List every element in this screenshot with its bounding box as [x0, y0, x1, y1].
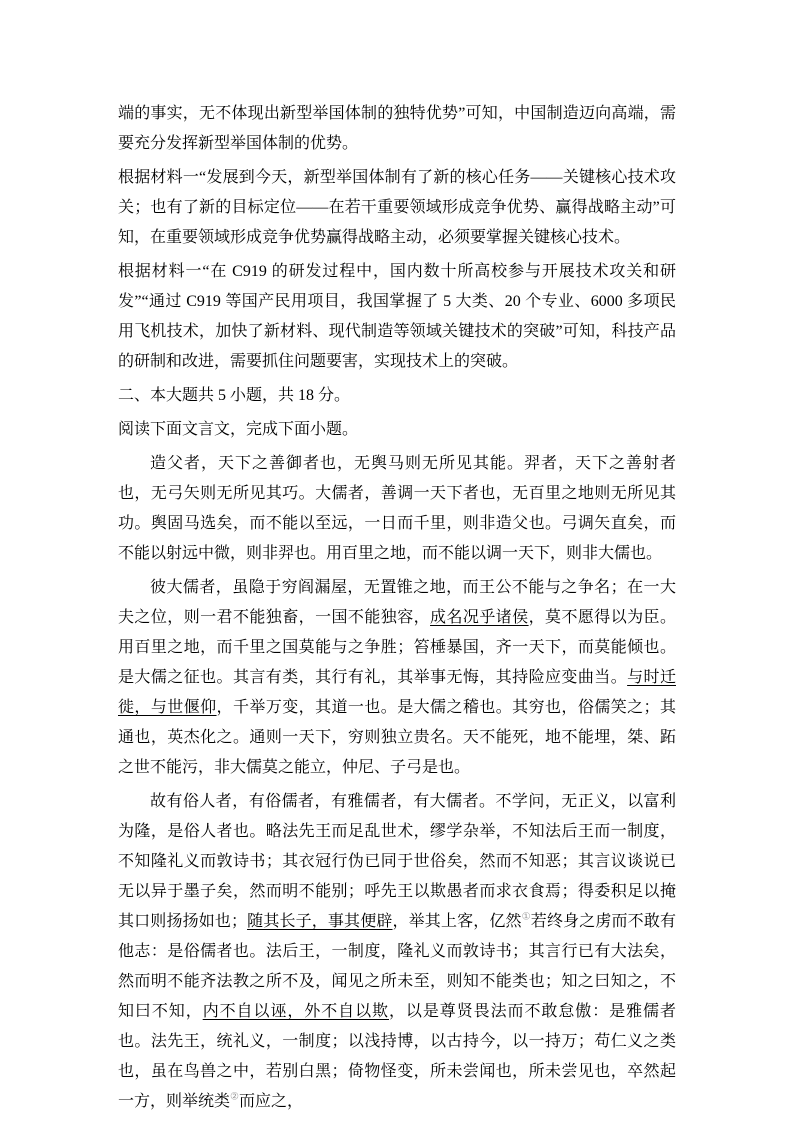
answer-paragraph-material-one-b	[118, 163, 676, 253]
text-run: ，莫不愿得以为臣。用百里之地，而千里之国莫能与之争胜；笞棰暴国，齐一天下，而莫能倾也。是大儒之征也。其言有类，其行有礼，其举事无悔，其持险应变曲当。	[118, 609, 676, 686]
answer-paragraph-material-one-a	[118, 99, 676, 159]
text-run: 根据材料一“在 C919 的研发过程中，国内数十所高校参与开展技术攻关和研发”“通过 C919 等国产民用项目，我国掌握了 5 大类、20 个专业、6000 多项民用飞机技术，加快了新材料、现代制造等领域关键技术的突破”可知，科技产品的研制和改进，需要抓住问题要害，实现技术上的突破。	[118, 263, 676, 370]
classical-text-paragraph-1	[118, 449, 676, 569]
text-run: 端的事实，无不体现出新型举国体制的独特优势”可知，中国制造迈向高端，需要充分发挥新型举国体制的优势。	[118, 105, 676, 152]
text-run: ，千举万变，其道一也。是大儒之稽也。其穷也，俗儒笑之；其通也，英杰化之。通则一天下，穷则独立贵名。天不能死，地不能埋，桀、跖之世不能污，非大儒莫之能立，仲尼、子弓是也。	[118, 699, 676, 776]
section-heading-part-two	[118, 381, 676, 411]
document-body	[118, 99, 676, 1121]
text-run: ，举其上客，亿然	[392, 913, 522, 930]
text-run: ，以是尊贤畏法而不敢怠傲：是雅儒者也。法先王，统礼义，一制度；以浅持博，以古持今，以一持万；苟仁义之类也，虽在鸟兽之中，若别白黑；倚物怪变，所未尝闻也，所未尝见也，卒然起一方，则举统类	[118, 1003, 676, 1110]
underlined-phrase: 随其长子，事其便辟	[247, 913, 393, 930]
classical-text-paragraph-2	[118, 573, 676, 783]
text-run: 阅读下面文言文，完成下面小题。	[118, 421, 359, 438]
text-run: 彼大儒者，虽隐于穷阎漏屋，无置锥之地，而王公不能与之争名；在一大夫之位，则一君不能独畜，一国不能独容，	[118, 579, 676, 626]
underlined-phrase: 成名况乎诸侯	[430, 609, 529, 626]
footnote-marker: ②	[230, 1091, 239, 1103]
text-run: 若终身之虏而不敢有他志：是俗儒者也。法后王，一制度，隆礼义而敦诗书；其言行已有大法矣，然而明不能齐法教之所不及，闻见之所未至，则知不能类也；知之曰知之，不知曰不知，	[118, 913, 676, 1020]
text-run: 而应之，	[238, 1093, 303, 1110]
underlined-phrase: 与时迁徙，与世偃仰	[118, 669, 676, 716]
answer-paragraph-material-one-c919	[118, 257, 676, 377]
text-run: 造父者，天下之善御者也，无舆马则无所见其能。羿者，天下之善射者也，无弓矢则无所见其巧。大儒者，善调一天下者也，无百里之地则无所见其功。舆固马选矣，而不能以至远，一日而千里，则非造父也。弓调矢直矣，而不能以射远中微，则非羿也。用百里之地，而不能以调一天下，则非大儒也。	[118, 455, 676, 562]
footnote-marker: ①	[521, 911, 531, 923]
text-run: 二、本大题共 5 小题，共 18 分。	[118, 387, 351, 404]
classical-text-paragraph-3	[118, 787, 676, 1117]
text-run: 故有俗人者，有俗儒者，有雅儒者，有大儒者。不学问，无正义，以富利为隆，是俗人者也。略法先王而足乱世术，缪学杂举，不知法后王而一制度，不知隆礼义而敦诗书；其衣冠行伪已同于世俗矣，然而不知恶；其言议谈说已无以异于墨子矣，然而明不能别；呼先王以欺愚者而求衣食焉；得委积足以掩其口则扬扬如也；	[118, 793, 676, 930]
instruction-read-classical-text	[118, 415, 676, 445]
text-run: 根据材料一“发展到今天，新型举国体制有了新的核心任务——关键核心技术攻关；也有了新的目标定位——在若干重要领域形成竞争优势、赢得战略主动”可知，在重要领域形成竞争优势赢得战略主动，必须要掌握关键核心技术。	[118, 169, 676, 246]
underlined-phrase: 内不自以诬，外不自以欺	[202, 1003, 389, 1020]
